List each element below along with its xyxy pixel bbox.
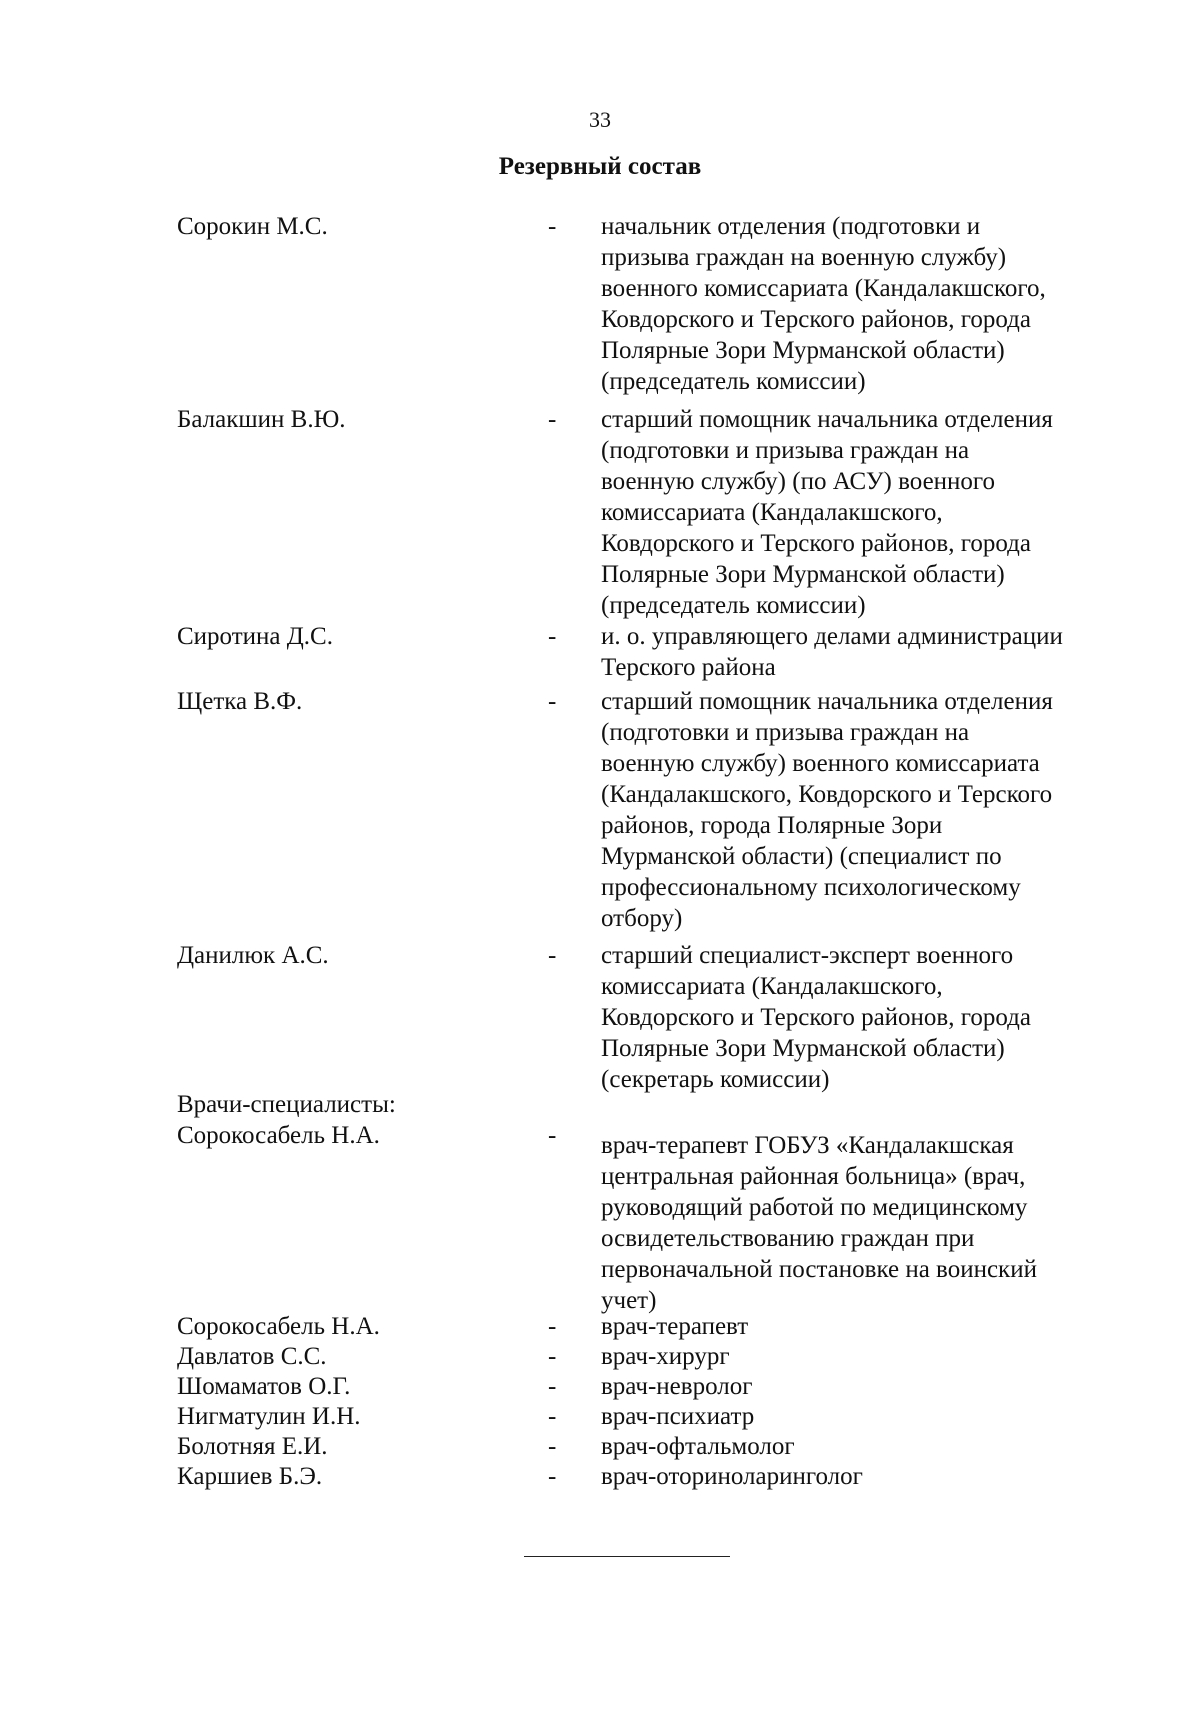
- doctor-name: Каршиев Б.Э.: [177, 1463, 323, 1490]
- member-name: Балакшин В.Ю.: [177, 406, 346, 433]
- dash-separator: -: [548, 688, 557, 715]
- dash-separator: -: [548, 1122, 557, 1149]
- role-line: районов, города Полярные Зори: [601, 812, 943, 839]
- member-role: [601, 940, 1121, 1095]
- member-role: [601, 686, 1121, 934]
- role-line: военную службу) военного комиссариата: [601, 750, 1040, 777]
- member-name: Щетка В.Ф.: [177, 688, 303, 715]
- role-line: и. о. управляющего делами администрации: [601, 623, 1063, 650]
- role-line: Полярные Зори Мурманской области): [601, 561, 1005, 588]
- role-line: (председатель комиссии): [601, 592, 866, 619]
- role-line: военную службу) (по АСУ) военного: [601, 468, 996, 495]
- member-role: [601, 621, 1121, 683]
- role-line: комиссариата (Кандалакшского,: [601, 973, 943, 1000]
- member-name: Сиротина Д.С.: [177, 623, 333, 650]
- role-line: руководящий работой по медицинскому: [601, 1194, 1028, 1221]
- doctor-role: врач-оториноларинголог: [601, 1463, 863, 1490]
- role-line: врач-терапевт ГОБУЗ «Кандалакшская: [601, 1132, 1014, 1159]
- doctor-name: Нигматулин И.Н.: [177, 1403, 361, 1430]
- doctor-role: врач-терапевт: [601, 1313, 749, 1340]
- dash-separator: -: [548, 213, 557, 240]
- role-line: призыва граждан на военную службу): [601, 244, 1007, 271]
- role-line: военного комиссариата (Кандалакшского,: [601, 275, 1046, 302]
- doctor-role: врач-невролог: [601, 1373, 753, 1400]
- role-line: отбору): [601, 905, 683, 932]
- dash-separator: -: [548, 1343, 557, 1370]
- role-line: начальник отделения (подготовки и: [601, 213, 981, 240]
- role-line: (подготовки и призыва граждан на: [601, 437, 970, 464]
- doctor-role: врач-хирург: [601, 1343, 730, 1370]
- member-role: [601, 211, 1121, 397]
- member-role: [601, 1130, 1121, 1316]
- member-role: [601, 404, 1121, 621]
- dash-separator: -: [548, 406, 557, 433]
- role-line: (председатель комиссии): [601, 368, 866, 395]
- role-line: Полярные Зори Мурманской области): [601, 1035, 1005, 1062]
- end-rule: [524, 1556, 730, 1557]
- role-line: Терского района: [601, 654, 776, 681]
- role-line: Полярные Зори Мурманской области): [601, 337, 1005, 364]
- member-name: Сорокин М.С.: [177, 213, 328, 240]
- role-line: Ковдорского и Терского районов, города: [601, 1004, 1031, 1031]
- doctor-name: Болотняя Е.И.: [177, 1433, 328, 1460]
- section-label: Врачи-специалисты:: [177, 1091, 396, 1118]
- dash-separator: -: [548, 1433, 557, 1460]
- role-line: (секретарь комиссии): [601, 1066, 830, 1093]
- role-line: освидетельствованию граждан при: [601, 1225, 975, 1252]
- document-title: Резервный состав: [498, 153, 702, 180]
- dash-separator: -: [548, 942, 557, 969]
- page-number: 33: [589, 107, 611, 132]
- role-line: (Кандалакшского, Ковдорского и Терского: [601, 781, 1053, 808]
- role-line: старший помощник начальника отделения: [601, 406, 1053, 433]
- dash-separator: -: [548, 1313, 557, 1340]
- role-line: старший специалист-эксперт военного: [601, 942, 1014, 969]
- doctor-role: врач-офтальмолог: [601, 1433, 795, 1460]
- role-line: (подготовки и призыва граждан на: [601, 719, 970, 746]
- role-line: Ковдорского и Терского районов, города: [601, 306, 1031, 333]
- member-name: Данилюк А.С.: [177, 942, 329, 969]
- doctor-name: Шомаматов О.Г.: [177, 1373, 351, 1400]
- dash-separator: -: [548, 1463, 557, 1490]
- role-line: Ковдорского и Терского районов, города: [601, 530, 1031, 557]
- role-line: учет): [601, 1287, 657, 1314]
- doctor-role: врач-психиатр: [601, 1403, 755, 1430]
- dash-separator: -: [548, 623, 557, 650]
- dash-separator: -: [548, 1373, 557, 1400]
- dash-separator: -: [548, 1403, 557, 1430]
- role-line: старший помощник начальника отделения: [601, 688, 1053, 715]
- doctor-name: Давлатов С.С.: [177, 1343, 327, 1370]
- member-name: Сорокосабель Н.А.: [177, 1122, 380, 1149]
- role-line: профессиональному психологическому: [601, 874, 1021, 901]
- role-line: Мурманской области) (специалист по: [601, 843, 1002, 870]
- role-line: центральная районная больница» (врач,: [601, 1163, 1026, 1190]
- role-line: первоначальной постановке на воинский: [601, 1256, 1037, 1283]
- doctor-name: Сорокосабель Н.А.: [177, 1313, 380, 1340]
- role-line: комиссариата (Кандалакшского,: [601, 499, 943, 526]
